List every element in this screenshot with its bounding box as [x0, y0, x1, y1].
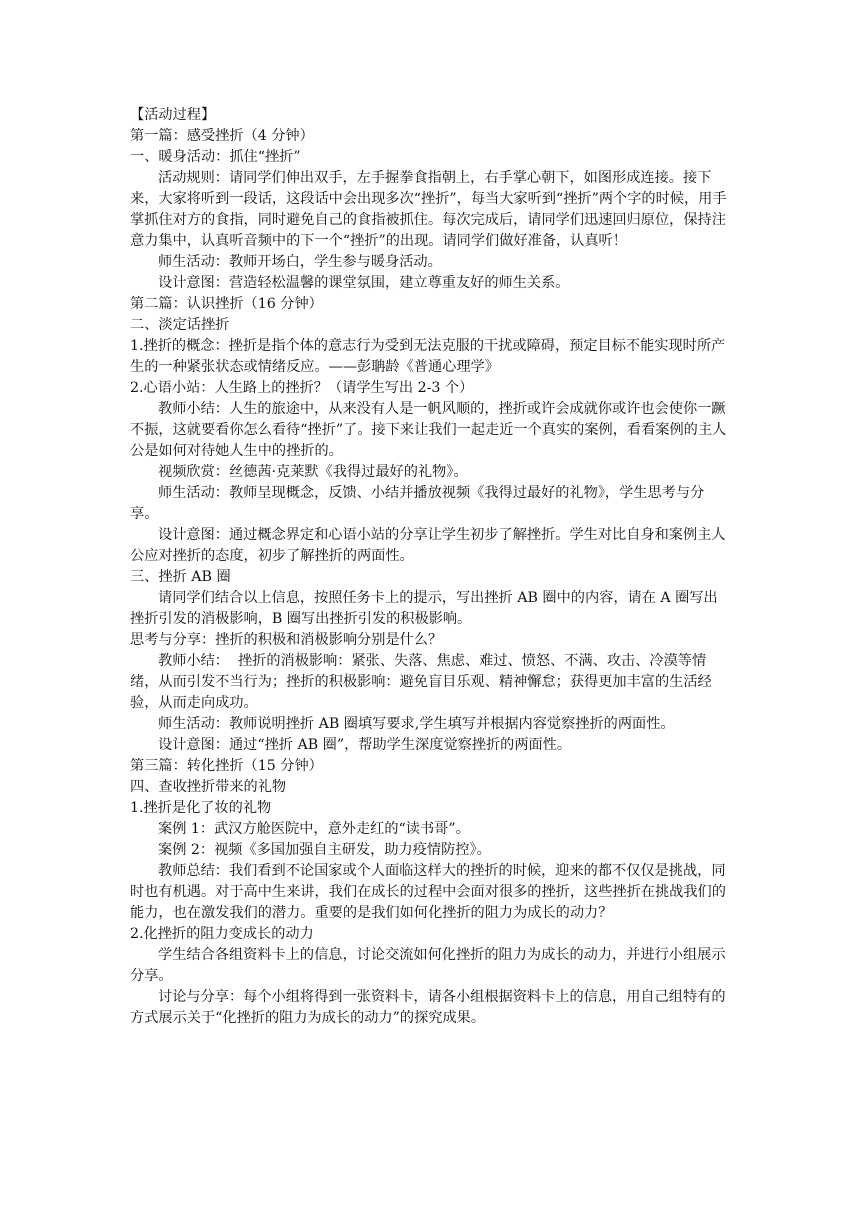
paragraph: 1.挫折是化了妆的礼物 — [130, 800, 272, 816]
paragraph: 请同学们结合以上信息，按照任务卡上的提示，写出挫折 AB 圈中的内容，请在 A 圈写出挫折引发的消极影响，B 圈写出挫折引发的积极影响。 — [130, 590, 718, 627]
subsection-heading: 四、查收挫折带来的礼物 — [130, 779, 287, 795]
paragraph: 设计意图：通过概念界定和心语小站的分享让学生初步了解挫折。学生对比自身和案例主人公应对挫折的态度，初步了解挫折的两面性。 — [130, 527, 726, 564]
subsection-heading: 一、暖身活动：抓住“挫折” — [130, 149, 301, 165]
paragraph: 设计意图：营造轻松温馨的课堂氛围，建立尊重友好的师生关系。 — [158, 275, 570, 291]
paragraph: 活动规则：请同学们伸出双手，左手握拳食指朝上，右手掌心朝下，如图形成连接。接下来，大家将听到一段话，这段话中会出现多次“挫折”，每当大家听到“挫折”两个字的时候，用手掌抓住对方的食指，同时避免自己的食指被抓住。每次完成后，请同学们迅速回归原位，保持注意力集中，认真听音频中的下一个“挫折”的出现。请同学们做好准备，认真听！ — [130, 170, 727, 249]
paragraph: 案例 2：视频《多国加强自主研发，助力疫情防控》。 — [158, 842, 491, 858]
part-heading: 第三篇：转化挫折（15 分钟） — [130, 758, 323, 774]
paragraph: 2.心语小站：人生路上的挫折？（请学生写出 2-3 个） — [130, 380, 474, 396]
paragraph: 教师总结：我们看到不论国家或个人面临这样大的挫折的时候，迎来的都不仅仅是挑战，同时也有机遇。对于高中生来讲，我们在成长的过程中会面对很多的挫折，这些挫折在挑战我们的能力，也在激发我们的潜力。重要的是我们如何化挫折的阻力为成长的动力？ — [130, 863, 726, 921]
paragraph: 1.挫折的概念：挫折是指个体的意志行为受到无法克服的干扰或障碍，预定目标不能实现时所产生的一种紧张状态或情绪反应。——彭聃龄《普通心理学》 — [130, 338, 726, 375]
part-heading: 第二篇：认识挫折（16 分钟） — [130, 296, 323, 312]
subsection-heading: 三、挫折 AB 圈 — [130, 569, 231, 585]
paragraph: 教师小结：人生的旅途中，从来没有人是一帆风顺的，挫折或许会成就你或许也会使你一蹶不振，这就要看你怎么看待“挫折”了。接下来让我们一起走近一个真实的案例，看看案例的主人公是如何对待她人生中的挫折的。 — [130, 401, 727, 459]
paragraph: 2.化挫折的阻力变成长的动力 — [130, 926, 314, 942]
paragraph: 思考与分享：挫折的积极和消极影响分别是什么？ — [130, 632, 443, 648]
paragraph: 师生活动：教师开场白，学生参与暖身活动。 — [158, 254, 442, 270]
paragraph: 案例 1：武汉方舱医院中，意外走红的“读书哥”。 — [158, 821, 470, 837]
paragraph: 视频欣赏：丝德茜·克莱默《我得过最好的礼物》。 — [158, 464, 468, 480]
paragraph: 师生活动：教师呈现概念，反馈、小结并播放视频《我得过最好的礼物》，学生思考与分享。 — [130, 485, 705, 522]
paragraph: 教师小结： 挫折的消极影响：紧张、失落、焦虑、难过、愤怒、不满、攻击、冷漠等情绪，从而引发不当行为；挫折的积极影响：避免盲目乐观、精神懈怠；获得更加丰富的生活经验，从而走向成功。 — [130, 653, 712, 711]
paragraph: 师生活动：教师说明挫折 AB 圈填写要求,学生填写并根据内容觉察挫折的两面性。 — [158, 716, 675, 732]
paragraph: 设计意图：通过“挫折 AB 圈”，帮助学生深度觉察挫折的两面性。 — [158, 737, 572, 753]
document-body — [130, 105, 730, 1029]
subsection-heading: 二、淡定话挫折 — [130, 317, 230, 333]
paragraph: 学生结合各组资料卡上的信息，讨论交流如何化挫折的阻力为成长的动力，并进行小组展示分享。 — [130, 947, 726, 984]
part-heading: 第一篇：感受挫折（4 分钟） — [130, 128, 314, 144]
section-heading: 【活动过程】 — [130, 107, 216, 123]
paragraph: 讨论与分享：每个小组将得到一张资料卡，请各小组根据资料卡上的信息，用自己组特有的方式展示关于“化挫折的阻力为成长的动力”的探究成果。 — [130, 989, 726, 1026]
